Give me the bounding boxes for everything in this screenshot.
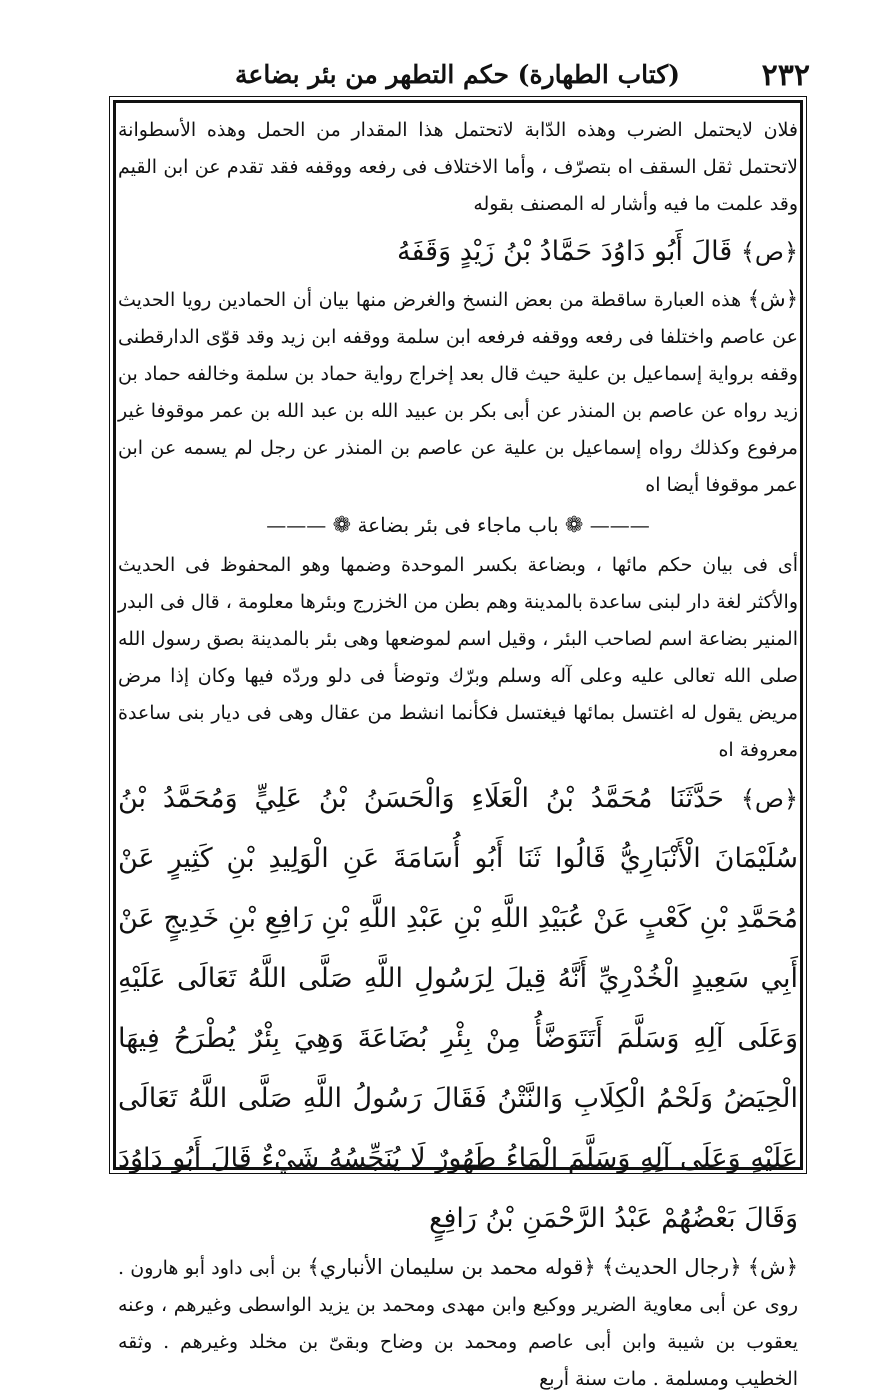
commentary-text: بن أبى داود أبو هارون . روى عن أبى معاوية الضرير ووكيع وابن مهدى ومحمد بن يزيد الواسطى وغيرهم ، وعنه يعقوب بن شيبة وابن أبى عاصم ومحمد بن وضاح وبقىّ بن مخلد وغيرهم . وثقه الخطيب ومسلمة . مات سنة أربع: [118, 1257, 798, 1390]
commentary-paragraph: [118, 547, 798, 769]
matn-paragraph: [118, 223, 798, 281]
running-title: (كتاب الطهارة) حكم التطهر من بئر بضاعة: [235, 60, 680, 89]
shin-marker: ﴿ش﴾: [747, 287, 798, 311]
page-header: [110, 58, 810, 92]
rijal-marker: ﴿رجال الحديث﴾: [601, 1255, 742, 1279]
commentary-text: فلان لايحتمل الضرب وهذه الدّابة لاتحتمل هذا المقدار من الحمل وهذه الأسطوانة لاتحتمل ثقل السقف اه بتصرّف ، وأما الاختلاف فى رفعه ووقفه فقد تقدم عن ابن القيم وقد علمت ما فيه وأشار له المصنف بقوله: [118, 119, 798, 215]
chapter-heading: [118, 506, 798, 545]
commentary-text: هذه العبارة ساقطة من بعض النسخ والغرض منها بيان أن الحمادين رويا الحديث عن عاصم واختلفا فى رفعه ووقفه فرفعه ابن سلمة ووقفه ابن زيد وقد قوّى الدارقطنى وقفه برواية إسماعيل بن علية حيث قال بعد إخراج رواية حماد بن سلمة وخالفه حماد بن زيد رواه عن عاصم بن المنذر عن أبى بكر بن عبيد الله بن عبد الله بن عمر موقوفا غير مرفوع وكذلك رواه إسماعيل بن علية عن عاصم بن المنذر عن رجل لم يسمه عن ابن عمر موقوفا أيضا اه: [118, 289, 798, 496]
ornament-dash-icon: ———: [589, 513, 650, 537]
sad-marker: ﴿ص﴾: [740, 238, 798, 266]
ornament-icon: ❁: [332, 513, 352, 538]
ornament-dash-icon: ———: [266, 513, 327, 537]
shin-marker: ﴿ش﴾: [747, 1255, 798, 1279]
page-number: ٢٣٢: [761, 58, 810, 93]
commentary-paragraph: [118, 1249, 798, 1398]
commentary-paragraph: [118, 281, 798, 504]
matn-text: قَالَ أَبُو دَاوُدَ حَمَّادُ بْنُ زَيْدٍ وَقَفَهُ: [397, 236, 733, 267]
commentary-text: أى فى بيان حكم مائها ، وبضاعة بكسر الموحدة وضمها وهو المحفوظ فى الحديث والأكثر لغة دار لبنى ساعدة بالمدينة وهم بطن من الخزرج وبئرها معلومة ، قال فى البدر المنير بضاعة اسم لصاحب البئر ، وقيل اسم لموضعها وهى بئر بالمدينة بصق رسول الله صلى الله تعالى عليه وعلى آله وسلم وبرّك وتوضأ فى دلو وردّه فيها وكان إذا مرض مريض يقول له اغتسل بمائها فيغتسل فكأنما انشط من عقال وهى فى ديار بنى ساعدة معروفة اه: [118, 554, 798, 761]
page-body: [118, 112, 798, 1398]
chapter-title: باب ماجاء فى بئر بضاعة: [357, 513, 559, 537]
commentary-paragraph: [118, 112, 798, 223]
matn-text: حَدَّثَنَا مُحَمَّدُ بْنُ الْعَلَاءِ وَالْحَسَنُ بْنُ عَلِيٍّ وَمُحَمَّدُ بْنُ سُلَيْمَانَ الْأَنْبَارِيُّ قَالُوا ثَنَا أَبُو أُسَامَةَ عَنِ الْوَلِيدِ بْنِ كَثِيرٍ عَنْ مُحَمَّدِ بْنِ كَعْبٍ عَنْ عُبَيْدِ اللَّهِ بْنِ عَبْدِ اللَّهِ بْنِ رَافِعِ بْنِ خَدِيجٍ عَنْ أَبِي سَعِيدٍ الْخُدْرِيِّ أَنَّهُ قِيلَ لِرَسُولِ اللَّهِ صَلَّى اللَّهُ تَعَالَى عَلَيْهِ وَعَلَى آلِهِ وَسَلَّمَ أَتَتَوَضَّأُ مِنْ بِئْرِ بُضَاعَةَ وَهِيَ بِئْرٌ يُطْرَحُ فِيهَا الْحِيَضُ وَلَحْمُ الْكِلَابِ وَالنَّتْنُ فَقَالَ رَسُولُ اللَّهِ صَلَّى اللَّهُ تَعَالَى عَلَيْهِ وَعَلَى آلِهِ وَسَلَّمَ الْمَاءُ طَهُورٌ لَا يُنَجِّسُهُ شَيْءٌ قَالَ أَبُو دَاوُدَ وَقَالَ بَعْضُهُمْ عَبْدُ الرَّحْمَنِ بْنُ رَافِعٍ: [118, 783, 798, 1234]
ornament-icon: ❁: [564, 513, 584, 538]
qawluhu-marker: ﴿قوله محمد بن سليمان الأنباري﴾: [307, 1255, 596, 1279]
matn-paragraph: [118, 769, 798, 1249]
sad-marker: ﴿ص﴾: [740, 785, 798, 813]
